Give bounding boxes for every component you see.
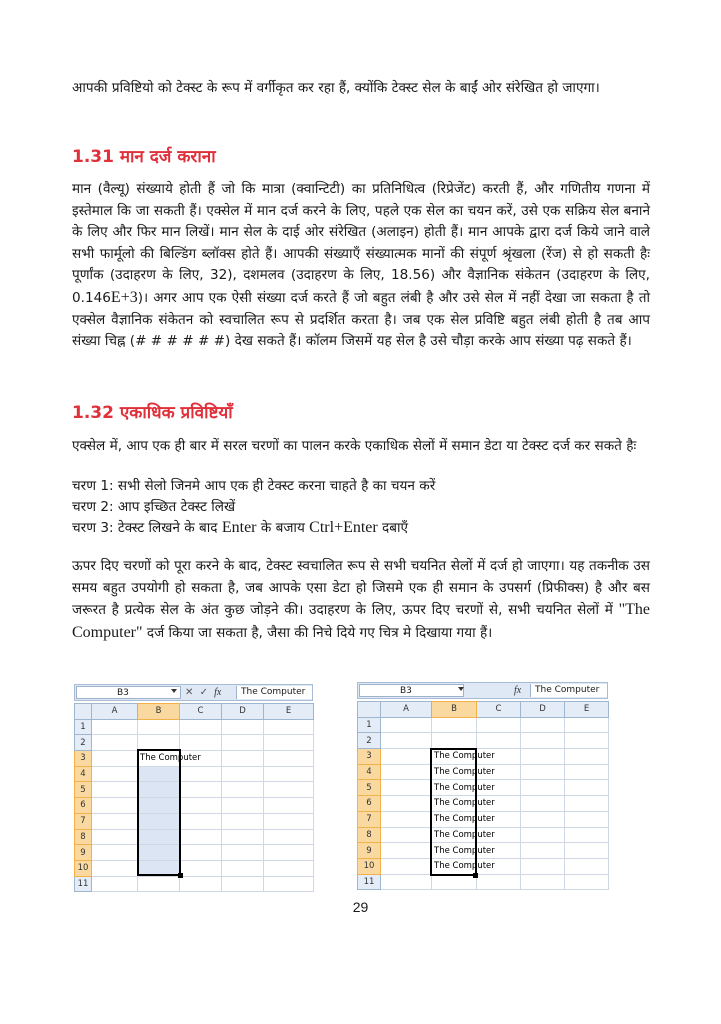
row-header[interactable]: 3 [75, 751, 92, 767]
cell[interactable] [138, 735, 180, 751]
function-icon[interactable]: fx [214, 687, 222, 698]
scientific-exponent: E+3 [110, 288, 138, 306]
cell-grid [357, 701, 609, 890]
cell[interactable] [565, 858, 609, 874]
cell[interactable] [180, 735, 222, 751]
cell[interactable] [432, 733, 477, 749]
cell[interactable] [381, 780, 432, 796]
cell[interactable] [432, 717, 477, 733]
cell[interactable] [92, 813, 138, 829]
column-header-e[interactable]: E [264, 704, 314, 720]
cell[interactable] [264, 876, 314, 892]
cell[interactable] [381, 811, 432, 827]
cell[interactable] [180, 719, 222, 735]
cell[interactable] [138, 829, 180, 845]
cell-b10[interactable]: The Computer [432, 858, 477, 874]
cell[interactable] [565, 874, 609, 890]
chevron-down-icon[interactable] [171, 689, 177, 693]
cell[interactable] [92, 876, 138, 892]
cell[interactable] [565, 843, 609, 859]
cell[interactable] [521, 858, 565, 874]
cell[interactable] [92, 798, 138, 814]
row-header[interactable]: 11 [358, 874, 381, 890]
cell[interactable] [264, 845, 314, 861]
cell[interactable] [432, 874, 477, 890]
column-header-c[interactable]: C [180, 704, 222, 720]
cell[interactable] [92, 719, 138, 735]
formula-bar-icons [514, 684, 521, 697]
name-box[interactable]: B3 [359, 684, 464, 697]
cell[interactable] [180, 845, 222, 861]
row-header[interactable]: 7 [75, 813, 92, 829]
fill-handle[interactable] [473, 873, 478, 878]
cell-b3[interactable]: The Computer [138, 751, 180, 767]
cell[interactable] [521, 843, 565, 859]
column-header-c[interactable]: C [477, 702, 521, 718]
cell[interactable] [565, 764, 609, 780]
cell[interactable] [521, 764, 565, 780]
cell[interactable] [222, 829, 264, 845]
row-header[interactable]: 5 [358, 780, 381, 796]
cell[interactable] [138, 782, 180, 798]
row-header[interactable]: 8 [358, 827, 381, 843]
cell[interactable] [264, 766, 314, 782]
row-header[interactable]: 4 [358, 764, 381, 780]
row-header[interactable]: 10 [75, 860, 92, 876]
cell[interactable] [138, 719, 180, 735]
column-header-b[interactable]: B [138, 704, 180, 720]
cell[interactable] [138, 798, 180, 814]
formula-input[interactable]: The Computer [236, 686, 312, 699]
step-3-pre: चरण 3: टेक्स्ट लिखने के बाद [72, 520, 222, 536]
cell[interactable] [565, 827, 609, 843]
row-header[interactable]: 6 [75, 798, 92, 814]
values-paragraph-part-b: )। अगर आप एक ऐसी संख्या दर्ज करते हैं जो बहुत लंबी है और उसे सेल में नहीं देखा जा सकता है तो एक्सेल वैज्ञानिक संकेतन को स्वचालित रूप से प्रदर्शित करता है। जब एक सेल प्रविष्टि बहुत लंबी होती है तब आप संख्या चिह्न (# # # # # #) देख सकते हैं। कॉलम जिसमें यह सेल है उसे चौड़ा करके आप संख्या पढ़ सकते हैं। [72, 289, 650, 350]
cell[interactable] [264, 798, 314, 814]
row-header[interactable]: 3 [358, 749, 381, 765]
cell[interactable] [521, 717, 565, 733]
cell[interactable] [521, 780, 565, 796]
cell[interactable] [222, 766, 264, 782]
cell[interactable] [381, 843, 432, 859]
cell[interactable] [180, 766, 222, 782]
cell[interactable] [381, 717, 432, 733]
cell[interactable] [92, 860, 138, 876]
row-header[interactable]: 9 [75, 845, 92, 861]
column-header-e[interactable]: E [565, 702, 609, 718]
row-header[interactable]: 7 [358, 811, 381, 827]
row-header[interactable]: 10 [358, 858, 381, 874]
row-header[interactable]: 4 [75, 766, 92, 782]
cell[interactable] [477, 717, 521, 733]
cell[interactable] [521, 827, 565, 843]
cell[interactable] [180, 829, 222, 845]
cell[interactable] [565, 780, 609, 796]
row-header[interactable]: 6 [358, 796, 381, 812]
cell[interactable] [521, 811, 565, 827]
cell-b7[interactable]: The Computer [432, 811, 477, 827]
cell[interactable] [222, 813, 264, 829]
cell[interactable] [222, 735, 264, 751]
cell[interactable] [222, 751, 264, 767]
step-3-post: दबाएँ [377, 520, 409, 536]
cell[interactable] [222, 719, 264, 735]
confirm-icon[interactable]: ✓ [199, 687, 208, 698]
page-number: 29 [352, 899, 369, 915]
row-header[interactable]: 5 [75, 782, 92, 798]
cell-b6[interactable]: The Computer [432, 796, 477, 812]
result-paragraph-part-b: दर्ज किया जा सकता है, जैसा की निचे दिये गए चित्र मे दिखाया गया हैं। [142, 624, 493, 641]
cell-b3[interactable]: The Computer [432, 749, 477, 765]
cell[interactable] [381, 733, 432, 749]
row-header[interactable]: 1 [75, 719, 92, 735]
row-header[interactable]: 2 [75, 735, 92, 751]
cell[interactable] [521, 796, 565, 812]
step-3 [72, 517, 650, 540]
fill-handle[interactable] [178, 873, 183, 878]
cell[interactable] [565, 733, 609, 749]
cell[interactable] [381, 796, 432, 812]
name-box[interactable]: B3 [76, 686, 181, 699]
cell[interactable] [180, 876, 222, 892]
cell[interactable] [381, 874, 432, 890]
cell[interactable] [264, 813, 314, 829]
intro-paragraph: आपकी प्रविष्टियो को टेक्स्ट के रूप में वर्गीकृत कर रहा हैं, क्योंकि टेक्स्ट सेल के बाईं ओर संरेखित हो जाएगा। [72, 80, 600, 96]
key-enter: Enter [221, 519, 257, 536]
cell[interactable] [138, 860, 180, 876]
cell[interactable] [92, 782, 138, 798]
row-header[interactable]: 9 [358, 843, 381, 859]
cell[interactable] [92, 751, 138, 767]
cell[interactable] [381, 764, 432, 780]
values-paragraph [72, 179, 650, 353]
cell[interactable] [222, 860, 264, 876]
cell[interactable] [264, 782, 314, 798]
cell-b8[interactable]: The Computer [432, 827, 477, 843]
cell[interactable] [222, 876, 264, 892]
cell[interactable] [381, 858, 432, 874]
row-header[interactable]: 11 [75, 876, 92, 892]
cell[interactable] [138, 766, 180, 782]
cell[interactable] [477, 733, 521, 749]
cell[interactable] [565, 717, 609, 733]
cell[interactable] [521, 874, 565, 890]
quoted-example: "The Computer" [72, 601, 650, 641]
cell[interactable] [180, 798, 222, 814]
cell[interactable] [477, 874, 521, 890]
function-icon[interactable]: fx [514, 685, 522, 696]
values-paragraph-part-a: मान (वैल्यू) संख्याये होती हैं जो कि मात्रा (क्वान्टिटी) का प्रतिनिधित्व (रिप्रेजेंट) करती हैं, और गणितीय गणना में इस्तेमाल कि जा सकती हैं। एक्सेल में मान दर्ज करने के लिए, पहले एक सेल का चयन करें, उसे एक सक्रिय सेल बनाने के लिए और फिर मान लिखें। मान सेल के दाई ओर संरेखित (अलाइन) होती हैं। मान आपके द्वारा दर्ज किये जाने वाले सभी फार्मूलो की बिल्डिंग ब्लॉक्स होते हैं। आपकी संख्याएँ संख्यात्मक मानों की संपूर्ण श्रृंखला (रेंज) से हो सकती हैः पूर्णांक (उदाहरण के लिए, 32), दशमलव (उदाहरण के लिए, 18.56) और वैज्ञानिक संकेतन (उदाहरण के लिए, 0.146 [72, 181, 650, 306]
row-header[interactable]: 8 [75, 829, 92, 845]
cell[interactable] [264, 860, 314, 876]
cell[interactable] [138, 845, 180, 861]
cell[interactable] [264, 735, 314, 751]
spreadsheet-left [74, 684, 313, 892]
spreadsheet-right [357, 682, 608, 892]
step-1: चरण 1: सभी सेलो जिनमे आप एक ही टेक्स्ट करना चाहते है का चयन करें [72, 478, 436, 494]
row-header[interactable]: 1 [358, 717, 381, 733]
cell[interactable] [521, 733, 565, 749]
cancel-icon[interactable]: ✕ [185, 687, 194, 698]
cell[interactable] [180, 860, 222, 876]
cell[interactable] [138, 813, 180, 829]
cell[interactable] [565, 811, 609, 827]
row-header[interactable]: 2 [358, 733, 381, 749]
cell[interactable] [138, 876, 180, 892]
column-header-a[interactable]: A [381, 702, 432, 718]
section-heading-values: 1.31 मान दर्ज कराना [72, 147, 216, 167]
cell[interactable] [92, 845, 138, 861]
result-paragraph-part-a: ऊपर दिए चरणों को पूरा करने के बाद, टेक्स्ट स्वचालित रूप से सभी चयनित सेलों में दर्ज हो जाएगा। यह तकनीक उस समय बहुत उपयोगी हो सकता है, जब आपके एसा डेटा हो जिसमे एक ही समान के उपसर्ग (प्रिफीक्स) है और बस जरूरत है प्रत्येक सेल के अंत कुछ जोड़ने की। उदाहरण के लिए, ऊपर दिए चरणों से, सभी चयनित सेलों में [72, 558, 650, 619]
formula-bar-icons [185, 686, 221, 699]
cell[interactable] [381, 827, 432, 843]
key-ctrl-enter: Ctrl+Enter [309, 519, 378, 536]
select-all-corner[interactable] [75, 704, 92, 720]
cell[interactable] [222, 782, 264, 798]
formula-bar [357, 682, 608, 699]
column-header-d[interactable]: D [521, 702, 565, 718]
column-header-b[interactable]: B [432, 702, 477, 718]
cell[interactable] [92, 735, 138, 751]
result-paragraph [72, 556, 650, 644]
cell[interactable] [180, 813, 222, 829]
column-header-a[interactable]: A [92, 704, 138, 720]
cell[interactable] [222, 845, 264, 861]
cell[interactable] [565, 796, 609, 812]
cell[interactable] [222, 798, 264, 814]
cell[interactable] [92, 829, 138, 845]
step-3-mid: के बजाय [256, 520, 310, 536]
formula-bar [74, 684, 313, 701]
chevron-down-icon[interactable] [458, 687, 464, 691]
cell[interactable] [521, 749, 565, 765]
column-header-d[interactable]: D [222, 704, 264, 720]
cell[interactable] [381, 749, 432, 765]
cell-b9[interactable]: The Computer [432, 843, 477, 859]
cell-grid [74, 703, 314, 892]
cell[interactable] [180, 782, 222, 798]
cell-b5[interactable]: The Computer [432, 780, 477, 796]
cell-b4[interactable]: The Computer [432, 764, 477, 780]
cell[interactable] [264, 719, 314, 735]
cell[interactable] [92, 766, 138, 782]
cell[interactable] [565, 749, 609, 765]
multiple-entries-intro: एक्सेल में, आप एक ही बार में सरल चरणों का पालन करके एकाधिक सेलों में समान डेटा या टेक्स्ट दर्ज कर सकते हैः [72, 438, 637, 454]
cell[interactable] [264, 829, 314, 845]
select-all-corner[interactable] [358, 702, 381, 718]
cell[interactable] [264, 751, 314, 767]
step-2: चरण 2: आप इच्छित टेक्स्ट लिखें [72, 499, 236, 515]
formula-input[interactable]: The Computer [530, 684, 607, 697]
section-heading-multiple-entries: 1.32 एकाधिक प्रविष्टियाँ [72, 403, 233, 423]
